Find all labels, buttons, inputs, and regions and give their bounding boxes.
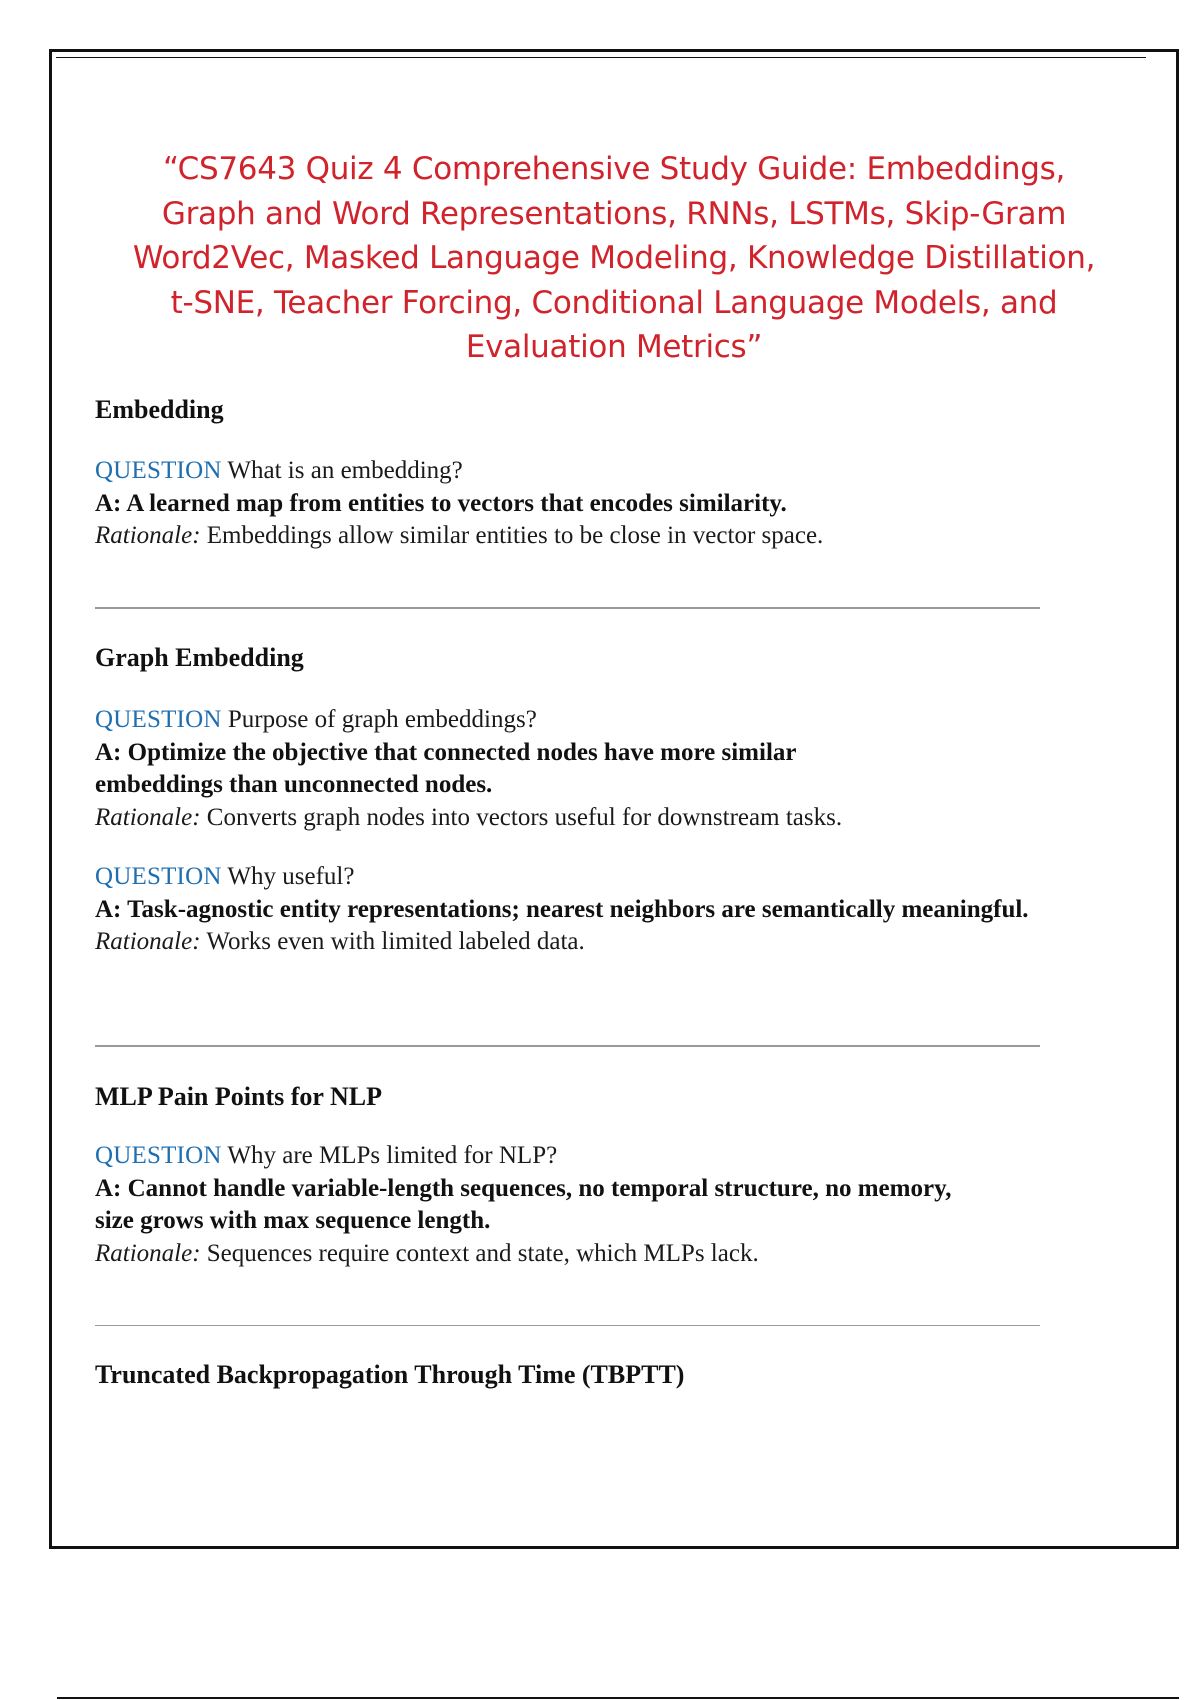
section-divider (95, 607, 1040, 609)
rationale-line (95, 926, 1040, 959)
section-heading: MLP Pain Points for NLP (95, 1082, 382, 1111)
section-heading: Embedding (95, 395, 224, 424)
question-text: What is an embedding? (227, 457, 463, 484)
rationale-text: Converts graph nodes into vectors useful for downstream tasks. (206, 803, 843, 831)
title-line: t-SNE, Teacher Forcing, Conditional Language Models, and (170, 284, 1058, 321)
question-line (95, 455, 1040, 488)
question-tag: QUESTION (95, 863, 222, 890)
question-tag: QUESTION (95, 706, 222, 733)
qa-item (95, 704, 1040, 834)
qa-item (95, 1140, 1040, 1270)
question-tag: QUESTION (95, 1142, 222, 1169)
section-divider (95, 1325, 1040, 1326)
title-line: Word2Vec, Masked Language Modeling, Knowledge Distillation, (132, 240, 1096, 276)
rationale-label: Rationale: (95, 803, 201, 831)
title-line: Graph and Word Representations, RNNs, LSTMs, Skip-Gram (161, 195, 1067, 232)
question-line (95, 861, 1040, 894)
question-tag: QUESTION (95, 457, 222, 484)
question-text: Purpose of graph embeddings? (227, 706, 537, 733)
question-text: Why are MLPs limited for NLP? (227, 1142, 558, 1169)
page-bottom-rule (57, 1697, 1179, 1699)
qa-item (95, 861, 1040, 959)
section-heading: Truncated Backpropagation Through Time (TBPTT) (95, 1360, 685, 1389)
rationale-text: Embeddings allow similar entities to be close in vector space. (206, 522, 824, 549)
qa-item (95, 455, 1040, 553)
rationale-label: Rationale: (95, 1239, 201, 1267)
rationale-line (95, 1238, 1040, 1271)
rationale-line (95, 802, 1040, 835)
answer-text: A: Task-agnostic entity representations; nearest neighbors are semantically meaningful. (95, 895, 1029, 923)
question-text: Why useful? (227, 863, 355, 890)
rationale-label: Rationale: (95, 928, 201, 955)
rationale-line (95, 520, 1040, 553)
question-line (95, 704, 1040, 737)
answer-text: A: Optimize the objective that connected nodes have more similar embeddings than unconnected nodes. (95, 738, 797, 798)
frame-top-rule (56, 57, 1146, 58)
rationale-text: Sequences require context and state, which MLPs lack. (206, 1239, 759, 1267)
question-line (95, 1140, 1040, 1173)
rationale-label: Rationale: (95, 522, 201, 549)
answer-text: A: Cannot handle variable-length sequences, no temporal structure, no memory, size grows with max sequence length. (95, 1174, 952, 1234)
section-heading: Graph Embedding (95, 643, 304, 672)
document-title (52, 147, 1176, 370)
section-divider (95, 1045, 1040, 1047)
title-line: “CS7643 Quiz 4 Comprehensive Study Guide: Embeddings, (162, 151, 1066, 187)
title-line: Evaluation Metrics” (465, 329, 763, 365)
answer-text: A: A learned map from entities to vectors that encodes similarity. (95, 489, 787, 517)
rationale-text: Works even with limited labeled data. (206, 928, 585, 955)
